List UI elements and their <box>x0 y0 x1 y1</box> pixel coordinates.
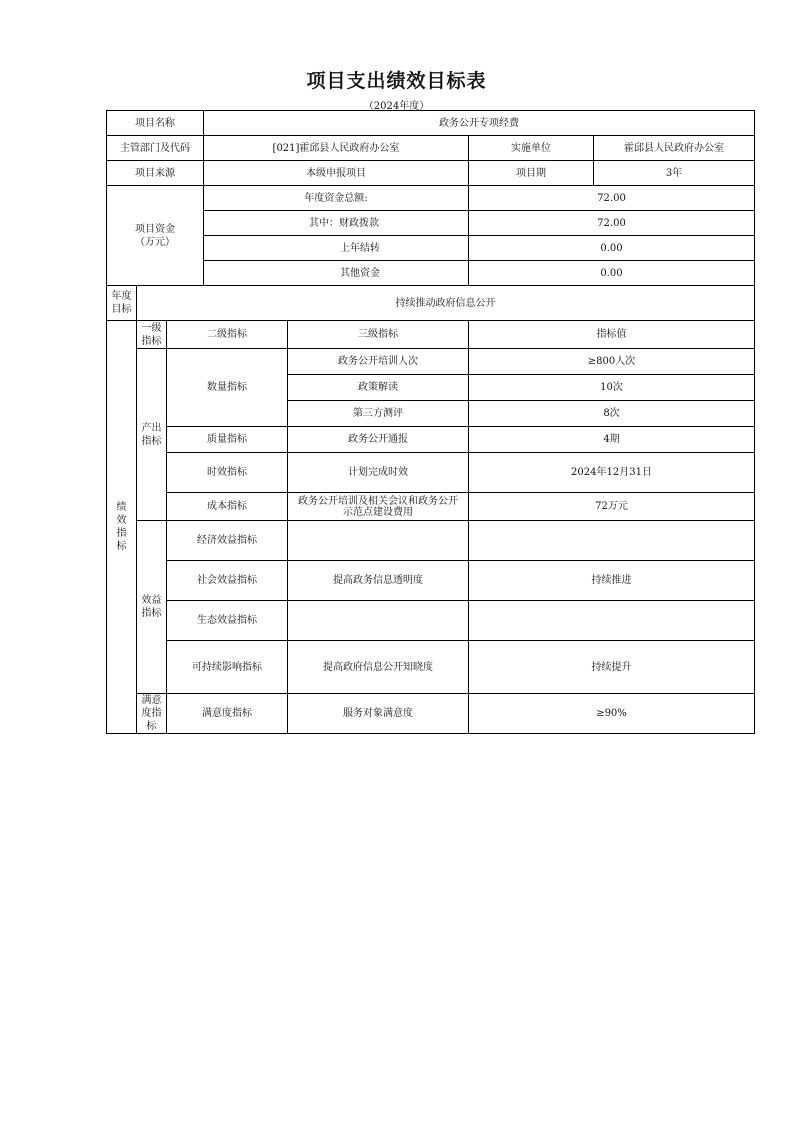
third-party-eval-value: 8次 <box>469 401 755 427</box>
funds-row <box>107 211 755 236</box>
quality-indicator-label: 质量指标 <box>167 427 288 453</box>
indicator-row <box>107 561 755 601</box>
department-value: [021]霍邱县人民政府办公室 <box>204 136 469 161</box>
funds-total-label: 年度资金总额: <box>204 186 469 211</box>
project-funds-label-line1: 项目资金 <box>135 223 175 235</box>
satisfaction-level1-label: 满意度指标 <box>137 694 167 734</box>
indicator-row <box>107 601 755 641</box>
cost-indicator-label: 成本指标 <box>167 493 288 521</box>
timeliness-indicator-label: 时效指标 <box>167 453 288 493</box>
funds-row <box>107 186 755 211</box>
project-funds-label <box>107 186 204 286</box>
project-source-label: 项目来源 <box>107 161 204 186</box>
sustainable-value: 持续提升 <box>469 641 755 694</box>
implementing-unit-label: 实施单位 <box>469 136 594 161</box>
quality-value: 4期 <box>469 427 755 453</box>
sustainable-level3: 提高政府信息公开知晓度 <box>288 641 469 694</box>
project-period-value: 3年 <box>594 161 755 186</box>
fiscal-year: （2024年度） <box>363 101 430 112</box>
implementing-unit-value: 霍邱县人民政府办公室 <box>594 136 755 161</box>
economic-value <box>469 521 755 561</box>
project-funds-label-line2: （万元） <box>135 236 175 248</box>
satisfaction-indicator-label: 满意度指标 <box>167 694 288 734</box>
indicator-row <box>107 349 755 375</box>
funds-row <box>107 236 755 261</box>
project-source-value: 本级申报项目 <box>204 161 469 186</box>
social-indicator-label: 社会效益指标 <box>167 561 288 601</box>
indicator-row <box>107 493 755 521</box>
training-value: ≥800人次 <box>469 349 755 375</box>
ecological-level3 <box>288 601 469 641</box>
cost-level3 <box>288 493 469 521</box>
funds-other-label: 其他资金 <box>204 261 469 286</box>
source-row <box>107 161 755 186</box>
ecological-value <box>469 601 755 641</box>
project-name-label: 项目名称 <box>107 111 204 136</box>
funds-carryover-label: 上年结转 <box>204 236 469 261</box>
satisfaction-level3: 服务对象满意度 <box>288 694 469 734</box>
performance-target-table <box>106 110 755 734</box>
policy-interpretation-level3: 政策解读 <box>288 375 469 401</box>
social-value: 持续推进 <box>469 561 755 601</box>
department-row <box>107 136 755 161</box>
project-period-label: 项目期 <box>469 161 594 186</box>
project-name-value: 政务公开专项经费 <box>204 111 755 136</box>
cost-value: 72万元 <box>469 493 755 521</box>
indicator-row <box>107 521 755 561</box>
header-level2: 二级指标 <box>167 321 288 349</box>
economic-level3 <box>288 521 469 561</box>
cost-level3-line1: 政务公开培训及相关会议和政务公开 <box>298 495 458 507</box>
policy-interpretation-value: 10次 <box>469 375 755 401</box>
funds-other-value: 0.00 <box>469 261 755 286</box>
funds-fiscal-label: 其中：财政拨款 <box>204 211 469 236</box>
ecological-indicator-label: 生态效益指标 <box>167 601 288 641</box>
third-party-eval-level3: 第三方测评 <box>288 401 469 427</box>
annual-goal-row <box>107 286 755 321</box>
indicator-row <box>107 694 755 734</box>
quantity-indicator-label: 数量指标 <box>167 349 288 427</box>
funds-fiscal-value: 72.00 <box>469 211 755 236</box>
training-level3: 政务公开培训人次 <box>288 349 469 375</box>
indicator-header-row <box>107 321 755 349</box>
sustainable-indicator-label: 可持续影响指标 <box>167 641 288 694</box>
indicator-row <box>107 427 755 453</box>
indicator-row <box>107 453 755 493</box>
project-name-row <box>107 111 755 136</box>
satisfaction-value: ≥90% <box>469 694 755 734</box>
page-title: 项目支出绩效目标表 <box>306 70 487 92</box>
funds-carryover-value: 0.00 <box>469 236 755 261</box>
header-level3: 三级指标 <box>288 321 469 349</box>
annual-goal-label <box>107 286 137 321</box>
header-value: 指标值 <box>469 321 755 349</box>
economic-indicator-label: 经济效益指标 <box>167 521 288 561</box>
timeliness-level3: 计划完成时效 <box>288 453 469 493</box>
indicator-row <box>107 641 755 694</box>
funds-row <box>107 261 755 286</box>
quality-level3: 政务公开通报 <box>288 427 469 453</box>
timeliness-value: 2024年12月31日 <box>469 453 755 493</box>
performance-indicator-group-label: 绩效指标 <box>107 321 137 734</box>
department-label: 主管部门及代码 <box>107 136 204 161</box>
benefit-indicator-label: 效益指标 <box>137 521 167 694</box>
annual-goal-value: 持续推动政府信息公开 <box>137 286 755 321</box>
social-level3: 提高政务信息透明度 <box>288 561 469 601</box>
funds-total-value: 72.00 <box>469 186 755 211</box>
annual-goal-label-line2: 目标 <box>111 304 132 315</box>
cost-level3-line2: 示范点建设费用 <box>343 506 413 518</box>
output-indicator-label: 产出指标 <box>137 349 167 521</box>
annual-goal-label-line1: 年度 <box>111 291 132 302</box>
header-level1: 一级指标 <box>137 321 167 349</box>
